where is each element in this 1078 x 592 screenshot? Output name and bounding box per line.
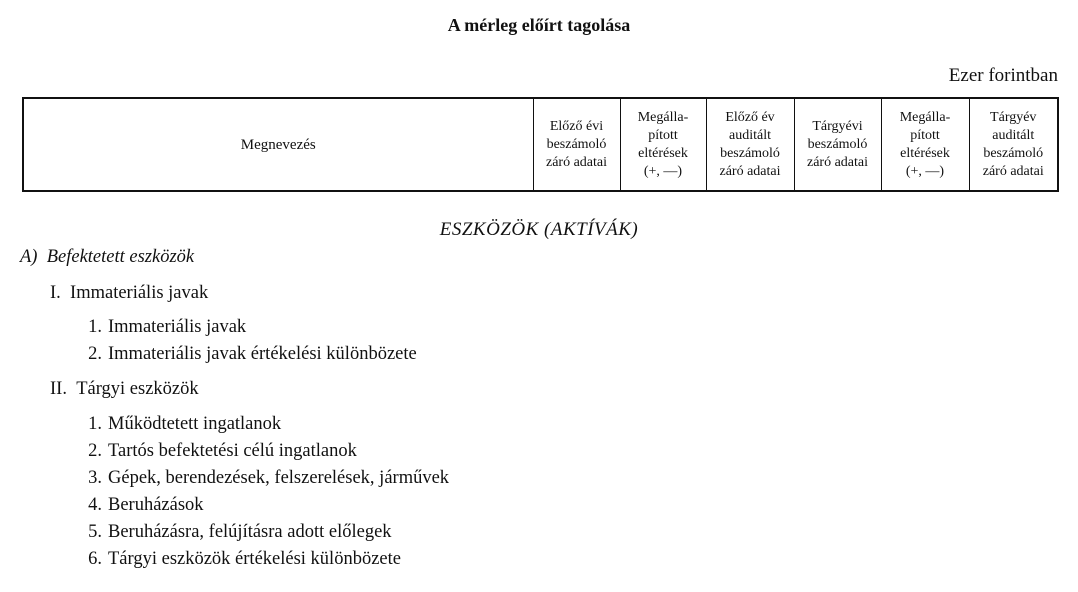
group-i-heading: I. Immateriális javak xyxy=(50,283,209,303)
column-header-current-year: Tárgyévi beszámoló záró adatai xyxy=(794,98,881,191)
list-item: 6. Tárgyi eszközök értékelési különbözete xyxy=(88,549,401,569)
column-header-current-differences: Megálla- pított eltérések (+, —) xyxy=(881,98,969,191)
column-header-prev-differences: Megálla- pított eltérések (+, —) xyxy=(620,98,706,191)
group-ii-heading: II. Tárgyi eszközök xyxy=(50,379,199,399)
list-item: 2. Immateriális javak értékelési különbözete xyxy=(88,344,417,364)
list-item: 2. Tartós befektetési célú ingatlanok xyxy=(88,441,357,461)
unit-label: Ezer forintban xyxy=(948,65,1058,86)
list-item: 4. Beruházások xyxy=(88,495,204,515)
section-title: ESZKÖZÖK (AKTÍVÁK) xyxy=(439,219,639,240)
page-title: A mérleg előírt tagolása xyxy=(447,15,631,35)
list-item: 3. Gépek, berendezések, felszerelések, járművek xyxy=(88,468,450,488)
list-item: 1. Immateriális javak xyxy=(88,317,247,337)
balance-header-table xyxy=(22,97,1059,192)
list-item: 1. Működtetett ingatlanok xyxy=(88,414,282,434)
list-item: 5. Beruházásra, felújításra adott előlegek xyxy=(88,522,392,542)
group-a-heading: A) Befektetett eszközök xyxy=(20,247,195,267)
column-header-prev-year: Előző évi beszámoló záró adatai xyxy=(533,98,620,191)
name-column-header: Megnevezés xyxy=(23,98,533,191)
column-header-current-audited: Tárgyév auditált beszámoló záró adatai xyxy=(969,98,1058,191)
column-header-prev-audited: Előző év auditált beszámoló záró adatai xyxy=(706,98,794,191)
